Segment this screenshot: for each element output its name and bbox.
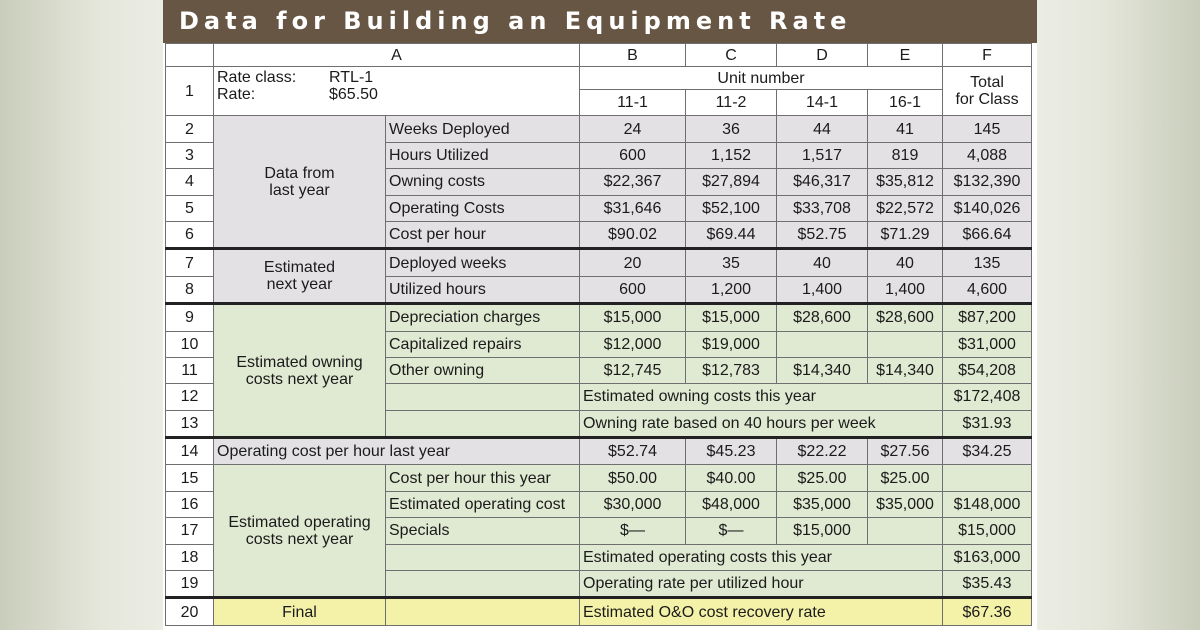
column-header-e: E — [868, 44, 943, 67]
cell-value: $35,812 — [868, 169, 943, 195]
cell-value: $25.00 — [868, 465, 943, 491]
cell-value: $12,745 — [580, 357, 686, 383]
group-label-final: Final — [214, 598, 386, 625]
spreadsheet-panel — [163, 0, 1037, 630]
final-rate-value: $67.36 — [943, 598, 1032, 625]
cell-value: 145 — [943, 116, 1032, 142]
cell-value: $87,200 — [943, 304, 1032, 331]
rate-label: Rate: — [217, 86, 256, 103]
row-number: 11 — [166, 357, 214, 383]
cell-value: $15,000 — [943, 518, 1032, 544]
cell-value: 24 — [580, 116, 686, 142]
column-header-f: F — [943, 44, 1032, 67]
row-number: 7 — [166, 249, 214, 276]
cell-value: $22,367 — [580, 169, 686, 195]
cell-value: $28,600 — [868, 304, 943, 331]
empty-cell — [386, 410, 580, 437]
cell-value: $19,000 — [686, 331, 777, 357]
cell-value: 35 — [686, 249, 777, 276]
cell-value — [777, 331, 868, 357]
cell-value: 1,200 — [686, 276, 777, 303]
cell-value: 1,400 — [777, 276, 868, 303]
row-number: 15 — [166, 465, 214, 491]
row-number: 18 — [166, 544, 214, 570]
unit-number-header: Unit number — [580, 67, 943, 90]
cell-value: $52.75 — [777, 221, 868, 248]
cell-value: $66.64 — [943, 221, 1032, 248]
table-row-7 — [166, 249, 1032, 276]
row-label: Operating rate per utilized hour — [580, 571, 943, 598]
group-label-last-year — [214, 116, 386, 249]
table-row-9 — [166, 304, 1032, 331]
cell-value: $33,708 — [777, 195, 868, 221]
cell-value: $148,000 — [943, 491, 1032, 517]
row-label: Utilized hours — [386, 276, 580, 303]
row-number: 19 — [166, 571, 214, 598]
total-for-class-header — [943, 67, 1032, 116]
equipment-rate-table — [165, 43, 1032, 626]
unit-id: 11-1 — [580, 90, 686, 116]
row-number: 12 — [166, 384, 214, 410]
group-label-line: Estimated — [263, 259, 336, 277]
cell-value: $12,000 — [580, 331, 686, 357]
group-label-line: costs next year — [245, 370, 354, 388]
row-number: 10 — [166, 331, 214, 357]
cell-value: 4,600 — [943, 276, 1032, 303]
cell-value: $14,340 — [777, 357, 868, 383]
row-label: Capitalized repairs — [386, 331, 580, 357]
row-number: 3 — [166, 142, 214, 168]
table-row-2 — [166, 116, 1032, 142]
row-label: Specials — [386, 518, 580, 544]
cell-value: $50.00 — [580, 465, 686, 491]
cell-value: $163,000 — [943, 544, 1032, 570]
cell-value: $12,783 — [686, 357, 777, 383]
cell-value: 1,152 — [686, 142, 777, 168]
cell-value: $27,894 — [686, 169, 777, 195]
cell-value: 1,400 — [868, 276, 943, 303]
group-label-line: Estimated operating — [228, 513, 371, 531]
row-label: Estimated operating costs this year — [580, 544, 943, 570]
cell-value: $48,000 — [686, 491, 777, 517]
cell-value: $— — [580, 518, 686, 544]
cell-value — [943, 465, 1032, 491]
unit-id: 16-1 — [868, 90, 943, 116]
row-label: Operating cost per hour last year — [214, 438, 580, 465]
table-row-14 — [166, 438, 1032, 465]
column-header-d: D — [777, 44, 868, 67]
cell-value: $69.44 — [686, 221, 777, 248]
row-label: Owning rate based on 40 hours per week — [580, 410, 943, 437]
cell-value: $31,646 — [580, 195, 686, 221]
cell-value: $71.29 — [868, 221, 943, 248]
row-number: 8 — [166, 276, 214, 303]
cell-value: $15,000 — [777, 518, 868, 544]
group-label-line: last year — [269, 181, 330, 199]
group-label-owning — [214, 304, 386, 438]
row-label: Estimated operating cost — [386, 491, 580, 517]
cell-value: $22.22 — [777, 438, 868, 465]
group-label-line: next year — [266, 276, 333, 294]
total-line-1: Total — [970, 74, 1004, 92]
cell-value: 819 — [868, 142, 943, 168]
column-header-row — [166, 44, 1032, 67]
empty-cell — [386, 384, 580, 410]
row-label: Cost per hour — [386, 221, 580, 248]
cell-value: 600 — [580, 142, 686, 168]
group-label-est-next-year — [214, 249, 386, 304]
cell-value: $30,000 — [580, 491, 686, 517]
cell-value: 4,088 — [943, 142, 1032, 168]
row-number: 14 — [166, 438, 214, 465]
cell-value: $132,390 — [943, 169, 1032, 195]
row-label: Estimated O&O cost recovery rate — [580, 598, 943, 625]
row-number: 4 — [166, 169, 214, 195]
cell-value: $35,000 — [777, 491, 868, 517]
empty-cell — [386, 571, 580, 598]
row-label: Depreciation charges — [386, 304, 580, 331]
rate-info-cell — [214, 67, 580, 116]
cell-value: $— — [686, 518, 777, 544]
cell-value: $45.23 — [686, 438, 777, 465]
cell-value: 36 — [686, 116, 777, 142]
cell-value: $140,026 — [943, 195, 1032, 221]
cell-value: 135 — [943, 249, 1032, 276]
page-title: Data for Building an Equipment Rate — [163, 0, 1037, 43]
row-label: Estimated owning costs this year — [580, 384, 943, 410]
table-row-1 — [166, 67, 1032, 90]
row-number: 9 — [166, 304, 214, 331]
cell-value: $27.56 — [868, 438, 943, 465]
cell-value: $14,340 — [868, 357, 943, 383]
cell-value: $31,000 — [943, 331, 1032, 357]
row-number: 2 — [166, 116, 214, 142]
row-label: Operating Costs — [386, 195, 580, 221]
unit-id: 14-1 — [777, 90, 868, 116]
rate-class-label: Rate class: — [217, 69, 297, 86]
group-label-line: Data from — [264, 164, 335, 182]
table-row-15 — [166, 465, 1032, 491]
cell-value: $31.93 — [943, 410, 1032, 437]
cell-value: $46,317 — [777, 169, 868, 195]
cell-value: $40.00 — [686, 465, 777, 491]
cell-value: $25.00 — [777, 465, 868, 491]
cell-value: $35,000 — [868, 491, 943, 517]
cell-value: $52,100 — [686, 195, 777, 221]
cell-value: $54,208 — [943, 357, 1032, 383]
group-label-line: Estimated owning — [236, 353, 363, 371]
corner-cell — [166, 44, 214, 67]
group-label-operating — [214, 465, 386, 598]
row-label: Owning costs — [386, 169, 580, 195]
cell-value: 600 — [580, 276, 686, 303]
row-number: 16 — [166, 491, 214, 517]
cell-value: 41 — [868, 116, 943, 142]
row-label: Other owning — [386, 357, 580, 383]
table-row-20 — [166, 598, 1032, 625]
cell-value: 20 — [580, 249, 686, 276]
total-line-2: for Class — [955, 91, 1019, 109]
cell-value — [868, 331, 943, 357]
column-header-c: C — [686, 44, 777, 67]
cell-value: 44 — [777, 116, 868, 142]
rate-class-value: RTL-1 — [329, 69, 374, 86]
cell-value: 1,517 — [777, 142, 868, 168]
cell-value — [868, 518, 943, 544]
cell-value: $90.02 — [580, 221, 686, 248]
cell-value: 40 — [868, 249, 943, 276]
row-number: 20 — [166, 598, 214, 625]
cell-value: $52.74 — [580, 438, 686, 465]
cell-value: $22,572 — [868, 195, 943, 221]
rate-value: $65.50 — [329, 86, 378, 103]
row-number: 5 — [166, 195, 214, 221]
cell-value: $34.25 — [943, 438, 1032, 465]
column-header-a: A — [214, 44, 580, 67]
cell-value: $28,600 — [777, 304, 868, 331]
cell-value: $35.43 — [943, 571, 1032, 598]
empty-cell — [386, 598, 580, 625]
row-number: 13 — [166, 410, 214, 437]
group-label-line: costs next year — [245, 530, 354, 548]
cell-value: $15,000 — [580, 304, 686, 331]
cell-value: $172,408 — [943, 384, 1032, 410]
cell-value: 40 — [777, 249, 868, 276]
row-number: 6 — [166, 221, 214, 248]
empty-cell — [386, 544, 580, 570]
row-number: 1 — [166, 67, 214, 116]
row-label: Hours Utilized — [386, 142, 580, 168]
row-label: Weeks Deployed — [386, 116, 580, 142]
row-label: Deployed weeks — [386, 249, 580, 276]
column-header-b: B — [580, 44, 686, 67]
row-label: Cost per hour this year — [386, 465, 580, 491]
row-number: 17 — [166, 518, 214, 544]
unit-id: 11-2 — [686, 90, 777, 116]
cell-value: $15,000 — [686, 304, 777, 331]
